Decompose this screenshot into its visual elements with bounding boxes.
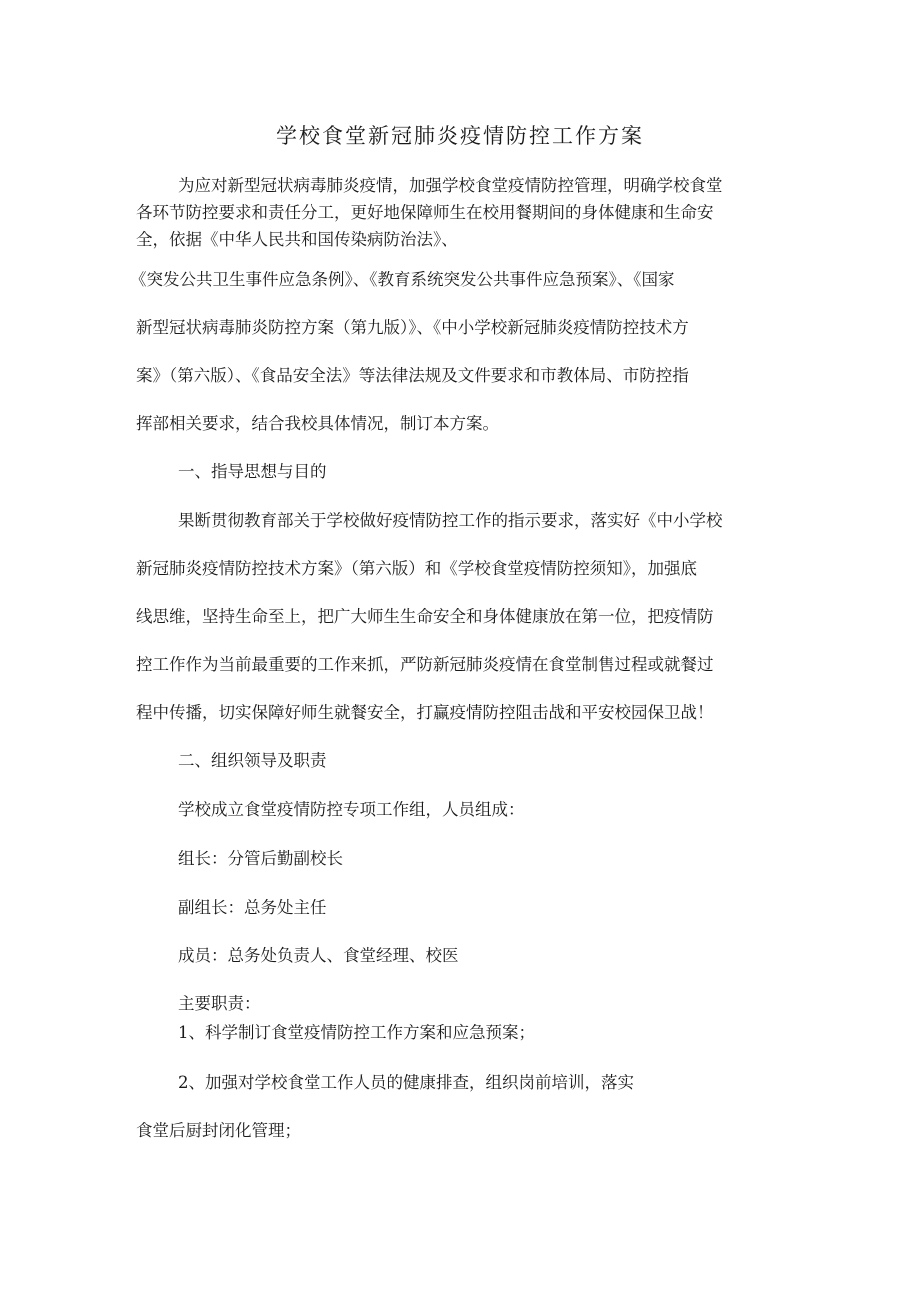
basis-line-2: 新型冠状病毒肺炎防控方案（第九版）》、《中小学校新冠肺炎疫情防控技术方 — [136, 318, 689, 337]
group-deputy-leader: 副组长：总务处主任 — [178, 898, 327, 917]
basis-line-1: 《突发公共卫生事件应急条例》、《教育系统突发公共事件应急预案》、《国家 — [130, 270, 675, 289]
section-1-line-1: 果断贯彻教育部关于学校做好疫情防控工作的指示要求，落实好《中小学校 — [178, 511, 723, 530]
duty-1: 1、科学制订食堂疫情防控工作方案和应急预案； — [178, 1023, 535, 1042]
section-2-intro: 学校成立食堂疫情防控专项工作组，人员组成： — [178, 800, 525, 819]
section-1-line-2: 新冠肺炎疫情防控技术方案》（第六版）和《学校食堂疫情防控须知》，加强底 — [136, 559, 697, 578]
section-1-line-3: 线思维，坚持生命至上，把广大师生生命安全和身体健康放在第一位，把疫情防 — [136, 607, 714, 626]
duties-label: 主要职责： — [178, 994, 261, 1013]
section-1-heading: 一、指导思想与目的 — [178, 462, 327, 481]
document-title: 学校食堂新冠肺炎疫情防控工作方案 — [276, 124, 644, 148]
duty-2-line-2: 食堂后厨封闭化管理； — [136, 1121, 301, 1140]
section-1-line-5: 程中传播，切实保障好师生就餐安全，打赢疫情防控阻击战和平安校园保卫战！ — [136, 703, 714, 722]
section-1-line-4: 控工作作为当前最重要的工作来抓，严防新冠肺炎疫情在食堂制售过程或就餐过 — [136, 655, 714, 674]
duty-2-line-1: 2、加强对学校食堂工作人员的健康排查，组织岗前培训，落实 — [178, 1073, 634, 1092]
section-2-heading: 二、组织领导及职责 — [178, 751, 327, 770]
group-members: 成员：总务处负责人、食堂经理、校医 — [178, 946, 459, 965]
group-leader: 组长：分管后勤副校长 — [178, 849, 343, 868]
intro-line-3: 全，依据《中华人民共和国传染病防治法》、 — [136, 230, 458, 249]
intro-line-1: 为应对新型冠状病毒肺炎疫情，加强学校食堂疫情防控管理，明确学校食堂 — [178, 176, 723, 195]
intro-line-2: 各环节防控要求和责任分工，更好地保障师生在校用餐期间的身体健康和生命安 — [136, 203, 714, 222]
basis-line-4: 挥部相关要求，结合我校具体情况，制订本方案。 — [136, 414, 499, 433]
basis-line-3: 案》（第六版）、《食品安全法》等法律法规及文件要求和市教体局、市防控指 — [136, 366, 689, 385]
